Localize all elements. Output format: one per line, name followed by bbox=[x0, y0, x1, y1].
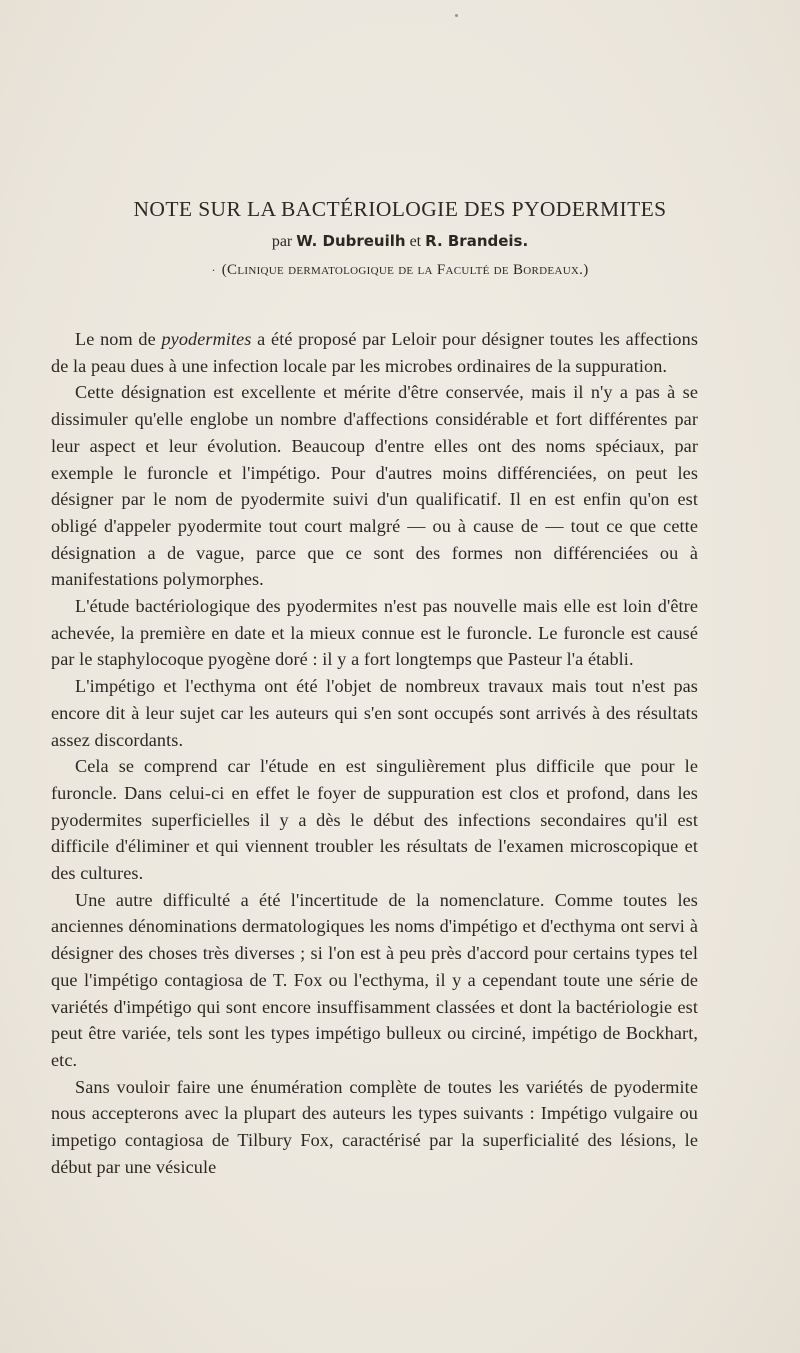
affiliation bbox=[0, 262, 800, 279]
affiliation-text: (Clinique dermatologique de la Faculté de Bordeaux.) bbox=[221, 262, 589, 278]
authors-joiner: et bbox=[409, 233, 422, 250]
article-body bbox=[51, 326, 698, 1181]
paragraph-7: Sans vouloir faire une énumération complète de toutes les variétés de pyodermite nous accepterons avec la plupart des auteurs les types suivants : Impétigo vulgaire ou impetigo contagiosa de Tilbury Fox, caractérisé par la superficialité des lésions, le début par une vésicule bbox=[51, 1076, 698, 1177]
term-pyodermites: pyodermites bbox=[161, 329, 252, 349]
author-brandeis: R. Brandeis. bbox=[425, 232, 529, 250]
paragraph-4: L'impétigo et l'ecthyma ont été l'objet de nombreux travaux mais tout n'est pas encore dit à leur sujet car les auteurs qui s'en sont occupés sont arrivés à des résultats assez discordants. bbox=[51, 676, 698, 750]
authors-prefix: par bbox=[271, 233, 293, 250]
paragraph-1-lead: Le nom de bbox=[75, 329, 162, 349]
paragraph-1 bbox=[51, 326, 698, 379]
paper-speck bbox=[455, 14, 458, 17]
paragraph-5: Cela se comprend car l'étude en est singulièrement plus difficile que pour le furoncle. Dans celui-ci en effet le foyer de suppuration est clos et profond, dans les pyodermites superficielles il y a dès le début des infections secondaires qu'il est difficile d'éliminer et qui viennent troubler les résultats de l'examen microscopique et des cultures. bbox=[51, 756, 698, 884]
paragraph-6: Une autre difficulté a été l'incertitude de la nomenclature. Comme toutes les anciennes dénominations dermatologiques les noms d'impétigo et d'ecthyma ont servi à désigner des choses très diverses ; si l'on est à peu près d'accord pour certains types tel que l'impétigo contagiosa de T. Fox ou l'ecthyma, il y a cependant toute une série de variétés d'impétigo qui sont encore insuffisamment classées et dont la bactériologie est peut être variée, tels sont les types impétigo bulleux ou circiné, impétigo de Bockhart, etc. bbox=[51, 889, 698, 1070]
article-title: NOTE SUR LA BACTÉRIOLOGIE DES PYODERMITES bbox=[133, 197, 667, 221]
affiliation-mark: · bbox=[211, 263, 216, 277]
paragraph-3: L'étude bactériologique des pyodermites n'est pas nouvelle mais elle est loin d'être achevée, la première en date et la mieux connue est le furoncle. Le furoncle est causé par le staphylocoque pyogène doré : il y a fort longtemps que Pasteur l'a établi. bbox=[51, 596, 698, 670]
author-line bbox=[0, 232, 800, 251]
author-dubreuilh: W. Dubreuilh bbox=[296, 232, 406, 250]
paragraph-2: Cette désignation est excellente et mérite d'être conservée, mais il n'y a pas à se dissimuler qu'elle englobe un nombre d'affections considérable et fort différentes par leur aspect et leur évolution. Beaucoup d'entre elles ont des noms spéciaux, par exemple le furoncle et l'impétigo. Pour d'autres moins différenciées, on peut les désigner par le nom de pyodermite suivi d'un qualificatif. Il en est enfin qu'on est obligé d'appeler pyodermite tout court malgré — ou à cause de — tout ce que cette désignation a de vague, parce que ce sont des formes non différenciées ou à manifestations polymorphes. bbox=[51, 382, 698, 590]
paragraph-1-rest: a été proposé par Leloir pour désigner toutes les affections de la peau dues à une infection locale par les microbes ordinaires de la suppuration. bbox=[51, 329, 698, 376]
